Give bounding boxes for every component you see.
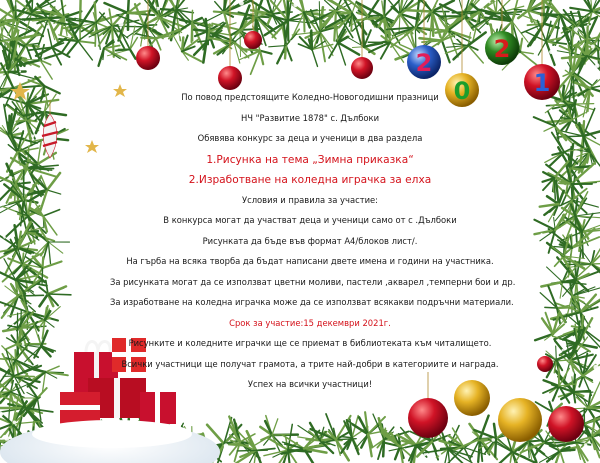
competition-notice xyxy=(110,92,516,400)
red-ornament xyxy=(351,57,373,79)
red-ornament xyxy=(218,66,242,90)
year-ornament-2a xyxy=(407,45,441,79)
rule-format: Рисунката да бъде във формат А4/блоков лист/. xyxy=(202,235,418,246)
red-ornament xyxy=(136,46,160,70)
red-ornament xyxy=(537,356,553,372)
rule-materials-drawing: За рисунката могат да се използват цветни моливи, пастели ,акварел ,темперни бои и др. xyxy=(110,276,516,287)
rule-names: На гърба на всяка творба да бъдат написани двете имена и години на участника. xyxy=(126,256,494,266)
rule-materials-toy: За изработване на коледна играчка може да се използват всякакви подръчни материали. xyxy=(110,297,514,307)
red-ornament xyxy=(408,398,448,438)
svg-text:0: 0 xyxy=(453,77,471,105)
section-drawing: 1.Рисунка на тема „Зимна приказка“ xyxy=(206,153,414,166)
section-toy: 2.Изработване на коледна играчка за елха xyxy=(188,174,432,186)
deadline: Срок за участие:15 декември 2021г. xyxy=(229,317,391,328)
gold-ornament xyxy=(498,398,542,442)
organizer-line: НЧ "Развитие 1878" с. Дълбоки xyxy=(240,112,380,123)
rule-participants: В конкурса могат да участват деца и ученици само от с .Дълбоки xyxy=(163,215,457,225)
red-ornament xyxy=(548,406,584,442)
svg-text:2: 2 xyxy=(415,49,433,77)
announcement-line: Обявява конкурс за деца и ученици в два раздела xyxy=(197,133,423,143)
closing-line: Успех на всички участници! xyxy=(247,379,373,389)
year-ornament-2b xyxy=(485,31,519,65)
intro-line: По повод предстоящите Коледно-Новогодишни празници xyxy=(181,92,439,102)
svg-text:1: 1 xyxy=(533,69,551,97)
red-ornament xyxy=(244,31,262,49)
awards-info: Всички участници ще получат грамота, а трите най-добри в категориите и награда. xyxy=(121,358,499,369)
rules-heading: Условия и правила за участие: xyxy=(241,194,378,205)
svg-text:2: 2 xyxy=(493,35,511,63)
submission-info: Рисунките и коледните играчки ще се приемат в библиотеката към читалището. xyxy=(128,338,492,348)
year-ornament-1 xyxy=(524,64,560,100)
